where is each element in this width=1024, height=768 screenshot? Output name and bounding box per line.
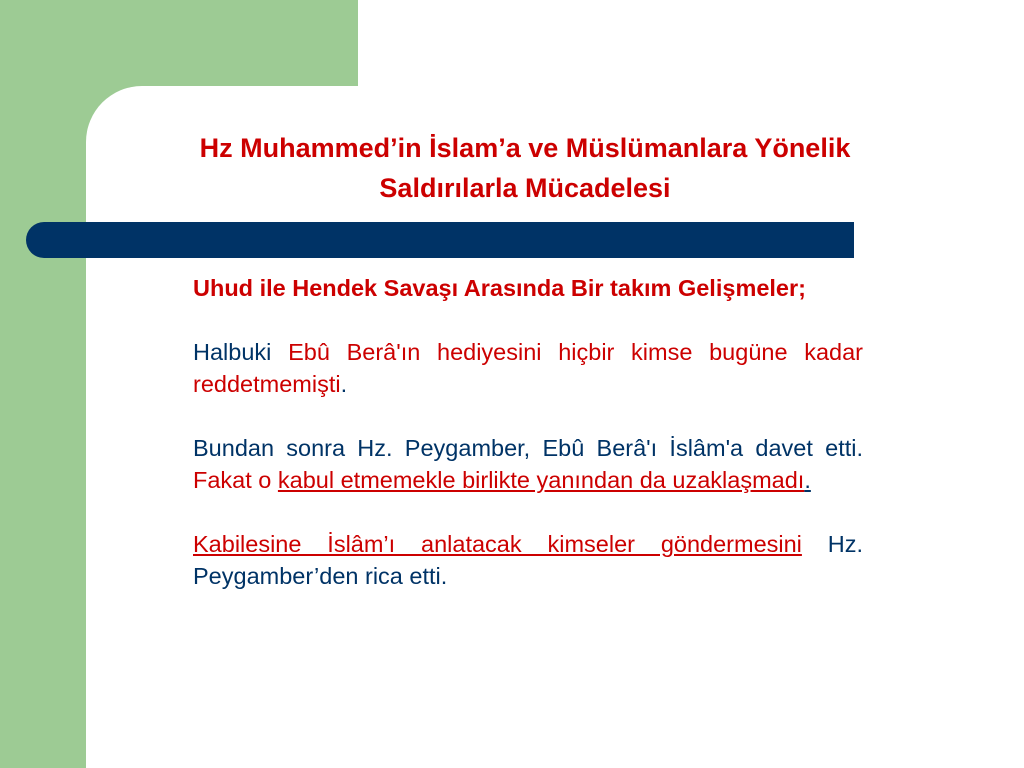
paragraph-2 <box>193 432 863 496</box>
paragraph-2-text: Bundan sonra Hz. Peygamber, Ebû Berâ'ı İslâm'a davet etti. <box>193 435 863 461</box>
paragraph-2-underlined: kabul etmemekle birlikte yanından da uzaklaşmadı <box>277 467 805 493</box>
paragraph-1-text: Halbuki <box>193 339 289 365</box>
paragraph-1-period: . <box>340 371 348 397</box>
paragraph-2-period: . <box>804 467 811 493</box>
content-heading: Uhud ile Hendek Savaşı Arasında Bir takım Gelişmeler; <box>193 275 806 301</box>
slide-content <box>193 272 863 624</box>
paragraph-2-highlight: Fakat o <box>193 467 278 493</box>
paragraph-3-text: Hz. Peygamber’den rica etti. <box>193 531 864 589</box>
background-green-strip <box>0 258 86 768</box>
paragraph-1-highlight: Ebû Berâ'ın hediyesini hiçbir kimse bugüne kadar reddetmemişti <box>193 339 864 397</box>
paragraph-3-underlined: Kabilesine İslâm’ı anlatacak kimseler göndermesini <box>193 531 802 557</box>
paragraph-3 <box>193 528 863 592</box>
title-divider-bar <box>26 222 854 258</box>
paragraph-1 <box>193 336 863 400</box>
slide-title: Hz Muhammed’in İslam’a ve Müslümanlara Yönelik Saldırılarla Mücadelesi <box>199 133 851 203</box>
